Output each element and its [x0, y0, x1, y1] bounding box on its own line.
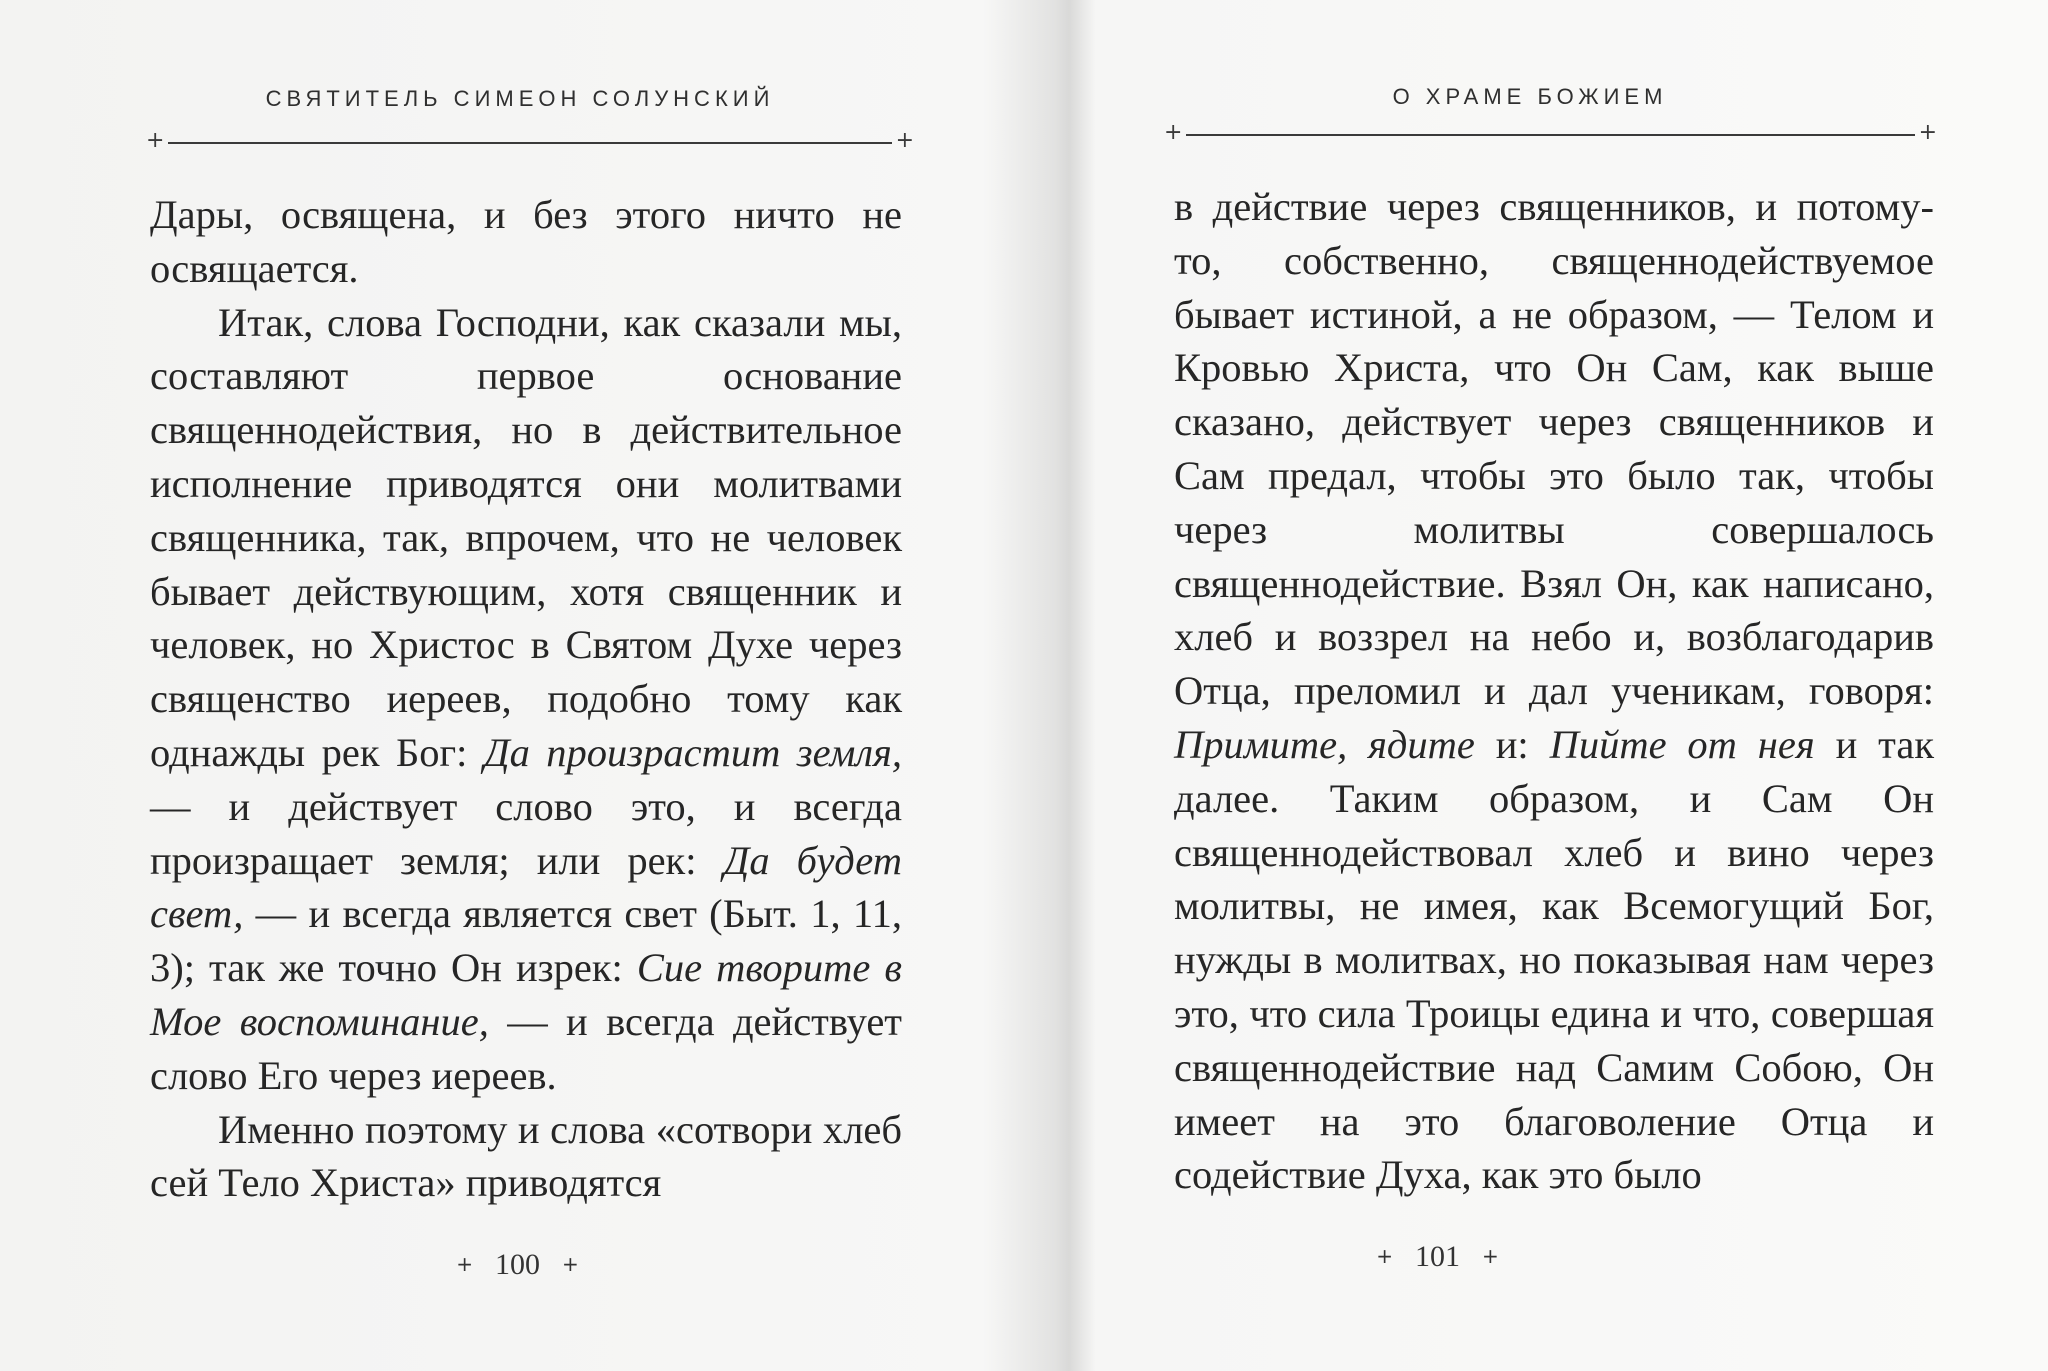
rule-line [1186, 134, 1915, 136]
cross-ornament-icon: + [1164, 120, 1183, 145]
cross-ornament-icon: + [1918, 120, 1937, 145]
scripture-quote: Сие творите в Мое воспоминание, [150, 945, 902, 1044]
cross-ornament-icon: + [1482, 1244, 1499, 1268]
page-number: 101 [1415, 1240, 1460, 1273]
right-body-text [1174, 180, 1934, 1202]
left-body-text [150, 188, 902, 1210]
paragraph: в действие через священников, и потому-то, собственно, священнодействуемое бывает истиной, а не образом, — Телом и Кровью Христа, что Он Сам, как выше сказано, действует через священников и Сам предал, чтобы это было так, чтобы через молитвы совершалось священнодействие. Взял Он, как написано, хлеб и воззрел на небо и, возблагодарив Отца, преломил и дал ученикам, говоря: Примите, ядите и: Пийте от нея и так далее. Таким образом, и Сам Он священнодействовал хлеб и вино через молитвы, не имея, как Всемогущий Бог, нужды в молитвах, но показывая нам через это, что сила Троицы едина и что, совершая священнодействие над Самим Собою, Он имеет на это благоволение Отца и содействие Духа, как это было [1174, 184, 1935, 1198]
rule-line [168, 142, 892, 144]
scripture-quote: Примите, ядите [1174, 721, 1475, 767]
scripture-quote: Да будет свет, [150, 837, 902, 937]
paragraph: Итак, слова Господни, как сказали мы, составляют первое основание священнодействия, но в действительное исполнение приводятся они молитвами священника, так, впрочем, что не человек бывает действующим, хотя священник и человек, но Христос в Святом Духе через священство иереев, подобно тому как однажды рек Бог: Да произрастит земля, — и действует слово это, и всегда произращает земля; или рек: Да будет свет, — и всегда является свет (Быт. 1, 11, 3); так же точно Он изрек: Сие творите в Мое воспоминание, — и всегда действует слово Его через иереев. [150, 299, 903, 1098]
right-page-number [1170, 1240, 1705, 1274]
cross-ornament-icon: + [895, 128, 914, 153]
left-page [146, 0, 914, 1371]
right-header-rule [1164, 120, 1937, 145]
scripture-quote: Да произрастит земля, [483, 729, 903, 775]
right-page [1164, 0, 1937, 1371]
cross-ornament-icon: + [1376, 1244, 1393, 1268]
left-header-rule [146, 128, 914, 153]
cross-ornament-icon: + [456, 1252, 473, 1276]
paragraph: Именно поэтому и слова «сотвори хлеб сей Тело Христа» приводятся [150, 1106, 902, 1206]
cross-ornament-icon: + [146, 128, 165, 153]
left-page-number [150, 1248, 885, 1282]
cross-ornament-icon: + [562, 1252, 579, 1276]
page-number: 100 [495, 1248, 540, 1281]
left-running-head: СВЯТИТЕЛЬ СИМЕОН СОЛУНСКИЙ [265, 86, 775, 111]
paragraph: Дары, освящена, и без этого ничто не освящается. [150, 192, 902, 291]
right-running-head: О ХРАМЕ БОЖИЕМ [1392, 84, 1668, 109]
scripture-quote: Пийте от нея [1549, 721, 1815, 767]
